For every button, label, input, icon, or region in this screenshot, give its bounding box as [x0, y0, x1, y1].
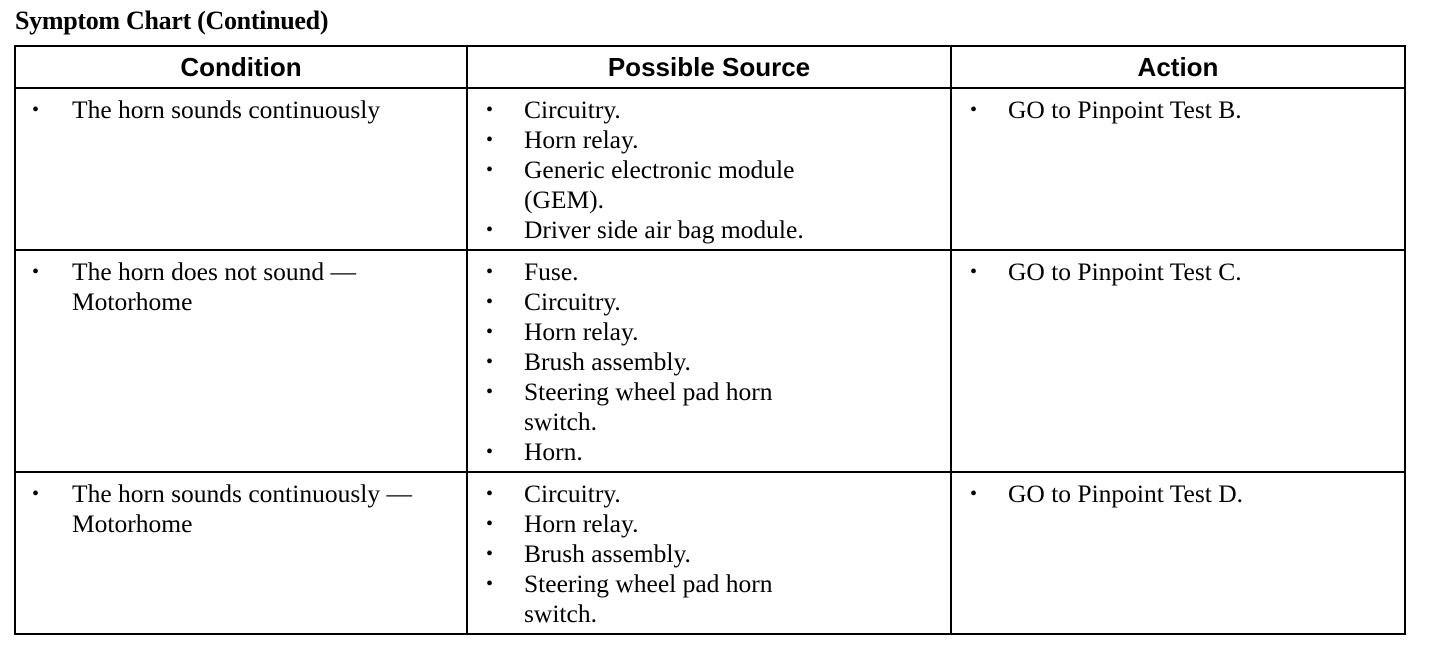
list-item	[960, 257, 1396, 287]
possible-source-cell	[467, 88, 951, 250]
list-item	[476, 95, 942, 125]
source-text: Brush assembly.	[524, 347, 691, 376]
source-text: Circuitry.	[524, 95, 621, 124]
source-text: Horn relay.	[524, 509, 639, 538]
table-header-row	[15, 46, 1405, 88]
condition-text: The horn does not sound — Motorhome	[72, 257, 357, 316]
bullet-icon: •	[32, 261, 40, 283]
bullet-icon: •	[486, 159, 494, 181]
source-text: Generic electronic module (GEM).	[524, 155, 795, 214]
list-item	[24, 95, 458, 125]
action-cell	[951, 88, 1405, 250]
action-cell	[951, 472, 1405, 634]
condition-text: The horn sounds continuously	[72, 95, 381, 124]
symptom-chart-table	[14, 45, 1406, 635]
bullet-icon: •	[486, 129, 494, 151]
list-item	[476, 317, 942, 347]
list-item	[476, 347, 942, 377]
column-header-possible-source: Possible Source	[467, 46, 951, 88]
list-item	[476, 287, 942, 317]
table-row	[15, 472, 1405, 634]
table-row	[15, 250, 1405, 472]
action-cell	[951, 250, 1405, 472]
list-item	[476, 215, 942, 245]
source-text: Horn.	[524, 437, 583, 466]
action-text: GO to Pinpoint Test B.	[1008, 95, 1242, 124]
bullet-icon: •	[32, 99, 40, 121]
column-header-action: Action	[951, 46, 1405, 88]
list-item	[476, 125, 942, 155]
list-item	[960, 479, 1396, 509]
source-text: Fuse.	[524, 257, 579, 286]
source-text: Driver side air bag module.	[524, 215, 804, 244]
action-text: GO to Pinpoint Test D.	[1008, 479, 1244, 508]
source-text: Steering wheel pad horn switch.	[524, 569, 773, 628]
list-item	[24, 257, 458, 317]
bullet-icon: •	[486, 513, 494, 535]
source-text: Horn relay.	[524, 125, 639, 154]
bullet-icon: •	[970, 483, 978, 505]
bullet-icon: •	[486, 321, 494, 343]
bullet-icon: •	[970, 261, 978, 283]
list-item	[476, 377, 942, 437]
condition-text: The horn sounds continuously — Motorhome	[72, 479, 412, 538]
possible-source-cell	[467, 472, 951, 634]
bullet-icon: •	[486, 99, 494, 121]
action-text: GO to Pinpoint Test C.	[1008, 257, 1242, 286]
bullet-icon: •	[486, 219, 494, 241]
bullet-icon: •	[486, 291, 494, 313]
bullet-icon: •	[486, 483, 494, 505]
bullet-icon: •	[486, 573, 494, 595]
source-text: Horn relay.	[524, 317, 639, 346]
source-text: Brush assembly.	[524, 539, 691, 568]
source-text: Circuitry.	[524, 479, 621, 508]
list-item	[476, 509, 942, 539]
source-text: Circuitry.	[524, 287, 621, 316]
bullet-icon: •	[32, 483, 40, 505]
possible-source-cell	[467, 250, 951, 472]
bullet-icon: •	[970, 99, 978, 121]
condition-cell	[15, 472, 467, 634]
list-item	[476, 479, 942, 509]
bullet-icon: •	[486, 381, 494, 403]
condition-cell	[15, 250, 467, 472]
condition-cell	[15, 88, 467, 250]
list-item	[476, 539, 942, 569]
source-text: Steering wheel pad horn switch.	[524, 377, 773, 436]
column-header-condition: Condition	[15, 46, 467, 88]
bullet-icon: •	[486, 543, 494, 565]
list-item	[476, 569, 942, 629]
list-item	[24, 479, 458, 539]
bullet-icon: •	[486, 441, 494, 463]
list-item	[476, 437, 942, 467]
bullet-icon: •	[486, 261, 494, 283]
bullet-icon: •	[486, 351, 494, 373]
list-item	[960, 95, 1396, 125]
list-item	[476, 257, 942, 287]
page-title: Symptom Chart (Continued)	[15, 6, 329, 35]
list-item	[476, 155, 942, 215]
table-row	[15, 88, 1405, 250]
